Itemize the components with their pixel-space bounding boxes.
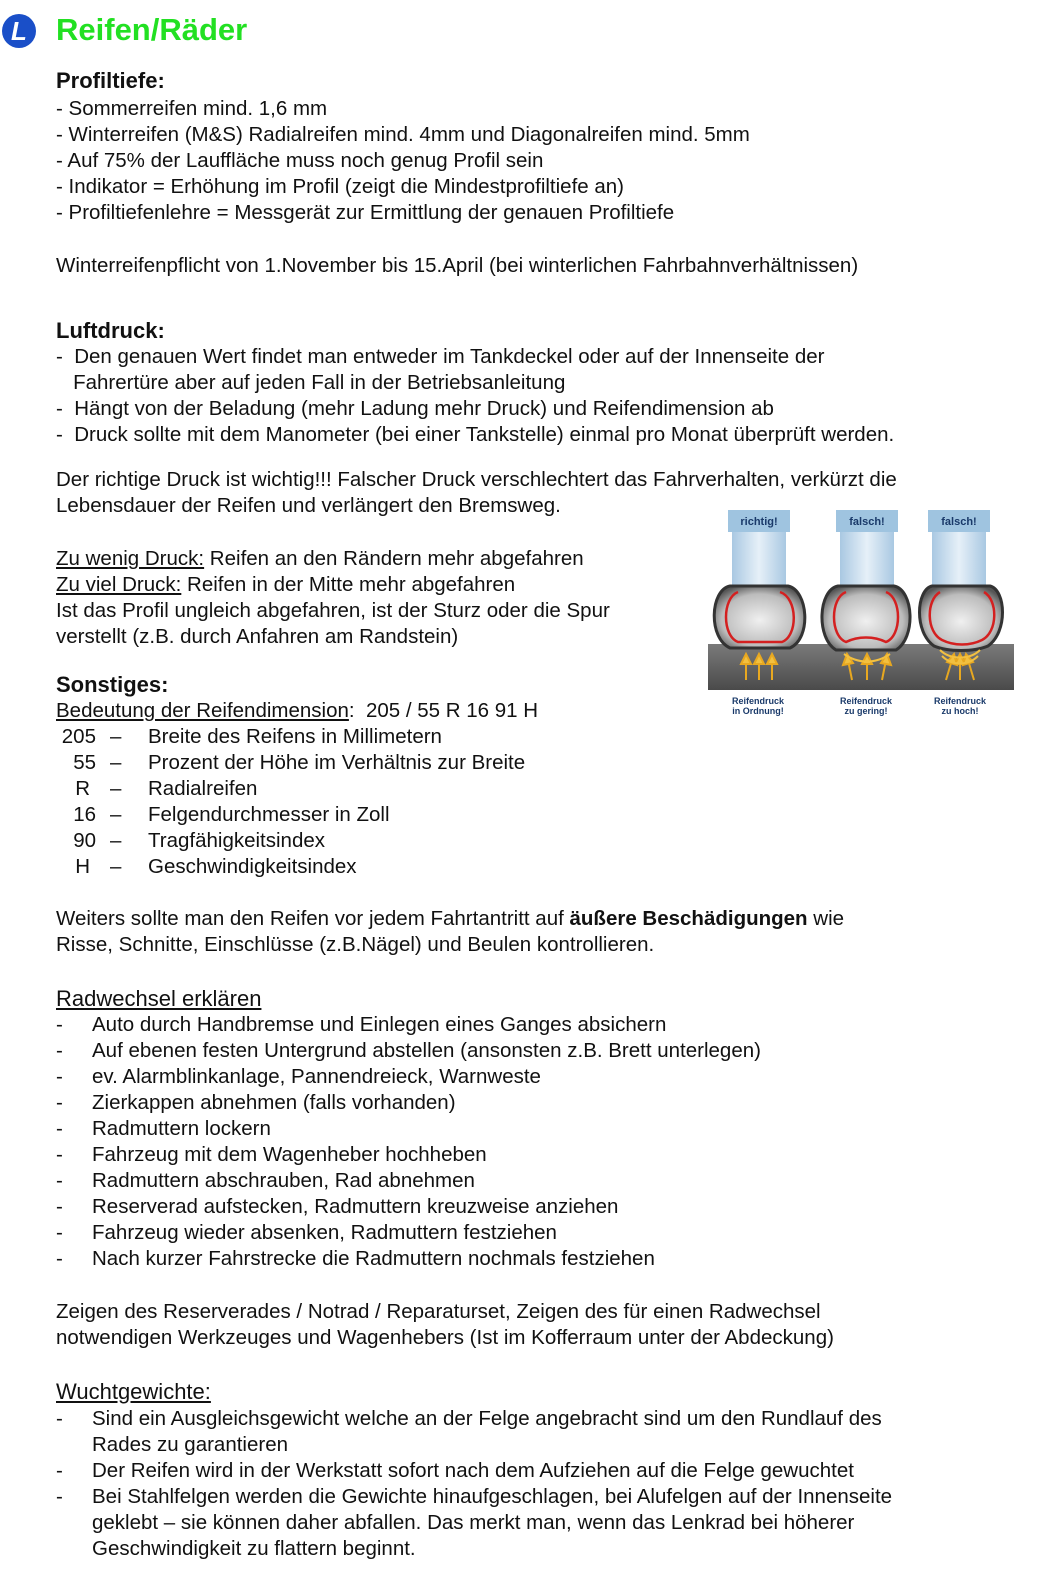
list-item: Auto durch Handbremse und Einlegen eines Ganges absichern: [92, 1013, 667, 1036]
weiters-post: wie: [807, 907, 845, 930]
paragraph: verstellt (z.B. durch Anfahren am Randstein): [56, 625, 459, 648]
weiters-pre: Weiters sollte man den Reifen vor jedem Fahrtantritt auf: [56, 907, 570, 930]
dimension-label: Bedeutung der Reifendimension: [56, 699, 349, 722]
rim-2: [840, 532, 894, 592]
dash: -: [56, 1117, 63, 1140]
dim-desc: Breite des Reifens in Millimetern: [148, 725, 442, 748]
caption-2-line-1: Reifendruck: [839, 696, 893, 706]
rim-1: [732, 532, 786, 592]
label-richtig: richtig!: [740, 516, 778, 528]
wenig-druck-label: Zu wenig Druck:: [56, 547, 205, 570]
dash: -: [56, 1091, 63, 1114]
wenig-druck-text: Reifen an den Rändern mehr abgefahren: [204, 547, 584, 570]
viel-druck-line: [56, 572, 515, 598]
label-falsch-2: falsch!: [941, 516, 977, 528]
dim-desc: Tragfähigkeitsindex: [148, 829, 326, 852]
list-item: - Sommerreifen mind. 1,6 mm: [56, 97, 328, 120]
caption-1-line-2: in Ordnung!: [732, 706, 784, 716]
dim-dash: –: [110, 751, 122, 774]
dash: -: [56, 1247, 63, 1270]
list-item: - Druck sollte mit dem Manometer (bei einer Tankstelle) einmal pro Monat überprüft werden.: [56, 423, 895, 446]
list-item: Fahrzeug wieder absenken, Radmuttern festziehen: [92, 1221, 557, 1244]
paragraph: Der richtige Druck ist wichtig!!! Falscher Druck verschlechtert das Fahrverhalten, verkürzt die: [56, 468, 897, 491]
list-item: - Auf 75% der Lauffläche muss noch genug Profil sein: [56, 149, 544, 172]
list-item: Auf ebenen festen Untergrund abstellen (ansonsten z.B. Brett unterlegen): [92, 1039, 761, 1062]
tire-3: [920, 586, 1003, 651]
logo-icon: L: [2, 14, 36, 48]
list-item-continued: geklebt – sie können daher abfallen. Das merkt man, wenn das Lenkrad bei höherer: [92, 1511, 855, 1534]
dim-desc: Geschwindigkeitsindex: [148, 855, 357, 878]
list-item: Radmuttern abschrauben, Rad abnehmen: [92, 1169, 475, 1192]
dim-dash: –: [110, 725, 122, 748]
dash: -: [56, 1485, 63, 1508]
dim-code: 90: [73, 829, 96, 852]
dimension-value: : 205 / 55 R 16 91 H: [348, 699, 539, 722]
list-item: Der Reifen wird in der Werkstatt sofort nach dem Aufziehen auf die Felge gewuchtet: [92, 1459, 854, 1482]
list-item: - Indikator = Erhöhung im Profil (zeigt die Mindestprofiltiefe an): [56, 175, 625, 198]
dash: -: [56, 1169, 63, 1192]
list-item: Sind ein Ausgleichsgewicht welche an der Felge angebracht sind um den Rundlauf des: [92, 1407, 882, 1430]
luft-heading: Luftdruck:: [56, 318, 165, 343]
wucht-heading: Wuchtgewichte:: [56, 1379, 211, 1404]
list-item: - Profiltiefenlehre = Messgerät zur Ermittlung der genauen Profiltiefe: [56, 201, 675, 224]
dim-code: 205: [61, 725, 96, 748]
caption-2-line-2: zu gering!: [844, 706, 888, 716]
profil-heading: Profiltiefe:: [56, 68, 165, 93]
caption-1-line-1: Reifendruck: [731, 696, 785, 706]
paragraph: Zeigen des Reserverades / Notrad / Reparaturset, Zeigen des für einen Radwechsel: [56, 1300, 821, 1323]
dim-desc: Felgendurchmesser in Zoll: [148, 803, 390, 826]
dash: -: [56, 1195, 63, 1218]
radwechsel-heading: Radwechsel erklären: [56, 986, 262, 1011]
list-item: Fahrzeug mit dem Wagenheber hochheben: [92, 1143, 487, 1166]
dim-code: 55: [73, 751, 96, 774]
rim-3: [932, 532, 986, 592]
dimension-line: [56, 698, 538, 724]
dash: -: [56, 1143, 63, 1166]
paragraph: notwendigen Werkzeuges und Wagenhebers (Ist im Kofferraum unter der Abdeckung): [56, 1326, 834, 1349]
dash: -: [56, 1407, 63, 1430]
dash: -: [56, 1013, 63, 1036]
dim-desc: Radialreifen: [148, 777, 258, 800]
dim-dash: –: [110, 855, 122, 878]
list-item: Radmuttern lockern: [92, 1117, 271, 1140]
paragraph: Risse, Schnitte, Einschlüsse (z.B.Nägel) und Beulen kontrollieren.: [56, 933, 655, 956]
winter-note: Winterreifenpflicht von 1.November bis 15.April (bei winterlichen Fahrbahnverhältnissen): [56, 254, 859, 277]
viel-druck-text: Reifen in der Mitte mehr abgefahren: [181, 573, 516, 596]
sonst-heading: Sonstiges:: [56, 672, 169, 697]
dim-code: 16: [73, 803, 96, 826]
weiters-line: [56, 906, 844, 932]
caption-3-line-1: Reifendruck: [933, 696, 987, 706]
dash: -: [56, 1459, 63, 1482]
list-item: - Hängt von der Beladung (mehr Ladung mehr Druck) und Reifendimension ab: [56, 397, 774, 420]
paragraph: Ist das Profil ungleich abgefahren, ist der Sturz oder die Spur: [56, 599, 610, 622]
dash: -: [56, 1065, 63, 1088]
paragraph: Lebensdauer der Reifen und verlängert den Bremsweg.: [56, 494, 561, 517]
page-title: Reifen/Räder: [56, 12, 248, 47]
weiters-bold: äußere Beschädigungen: [569, 907, 808, 930]
list-item-continued: Geschwindigkeit zu flattern beginnt.: [92, 1537, 416, 1560]
list-item: - Den genauen Wert findet man entweder im Tankdeckel oder auf der Innenseite der: [56, 345, 825, 368]
list-item: Bei Stahlfelgen werden die Gewichte hinaufgeschlagen, bei Alufelgen auf der Innenseite: [92, 1485, 893, 1508]
list-item: Nach kurzer Fahrstrecke die Radmuttern nochmals festziehen: [92, 1247, 655, 1270]
list-item: Zierkappen abnehmen (falls vorhanden): [92, 1091, 456, 1114]
dim-dash: –: [110, 803, 122, 826]
list-item-continued: Rades zu garantieren: [92, 1433, 289, 1456]
tire-1: [714, 586, 805, 648]
wenig-druck-line: [56, 546, 584, 572]
tire-pressure-illustration: [708, 508, 1014, 722]
dim-dash: –: [110, 777, 122, 800]
list-item: Fahrertüre aber auf jeden Fall in der Betriebsanleitung: [56, 371, 566, 394]
dash: -: [56, 1221, 63, 1244]
viel-druck-label: Zu viel Druck:: [56, 573, 182, 596]
list-item: Reserverad aufstecken, Radmuttern kreuzweise anziehen: [92, 1195, 619, 1218]
dim-dash: –: [110, 829, 122, 852]
list-item: ev. Alarmblinkanlage, Pannendreieck, Warnweste: [92, 1065, 541, 1088]
label-falsch-1: falsch!: [849, 516, 885, 528]
dim-code: H: [75, 855, 90, 878]
dim-desc: Prozent der Höhe im Verhältnis zur Breite: [148, 751, 526, 774]
dash: -: [56, 1039, 63, 1062]
list-item: - Winterreifen (M&S) Radialreifen mind. 4mm und Diagonalreifen mind. 5mm: [56, 123, 750, 146]
caption-3-line-2: zu hoch!: [941, 706, 979, 716]
dim-code: R: [75, 777, 90, 800]
